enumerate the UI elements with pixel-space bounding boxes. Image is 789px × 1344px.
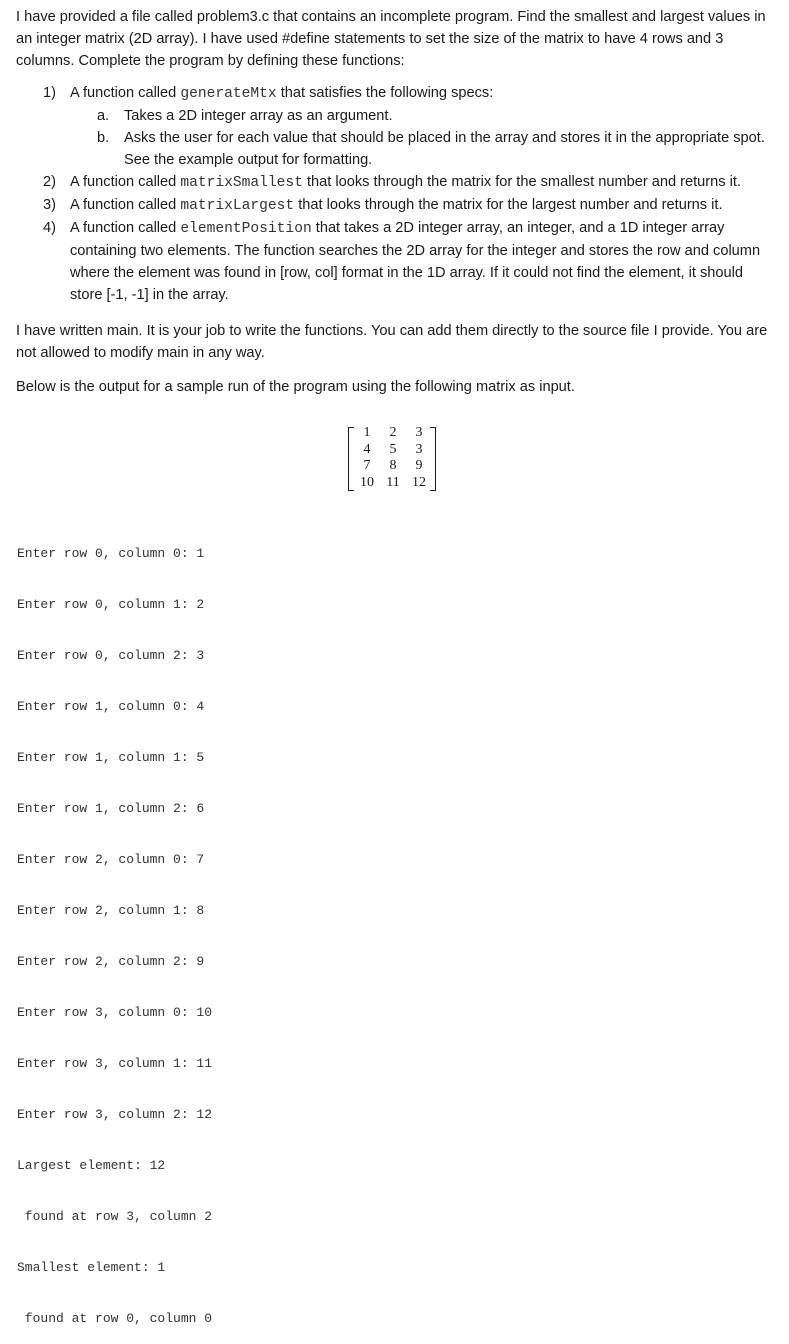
matrix-cell: 12	[412, 474, 426, 490]
item-number: 2)	[43, 174, 56, 190]
console-line: Enter row 2, column 1: 8	[17, 903, 205, 918]
requirement-item-4	[16, 217, 776, 306]
requirement-item-3	[16, 194, 776, 217]
sub-requirements-list	[70, 105, 776, 171]
function-name-matrixlargest: matrixLargest	[180, 198, 295, 214]
console-line: Smallest element: 1	[17, 1260, 166, 1275]
console-line: Enter row 2, column 2: 9	[17, 954, 205, 969]
console-line: found at row 3, column 2	[17, 1209, 213, 1224]
console-line: Enter row 0, column 1: 2	[17, 597, 205, 612]
sub-item-letter: a.	[97, 108, 110, 124]
matrix-cell: 3	[415, 425, 423, 440]
console-line: Largest element: 12	[17, 1158, 166, 1173]
matrix-cell: 5	[389, 441, 397, 457]
input-matrix	[348, 425, 436, 493]
matrix-cell: 2	[389, 425, 397, 440]
console-line: Enter row 1, column 1: 5	[17, 750, 205, 765]
console-line: Enter row 2, column 0: 7	[17, 852, 205, 867]
function-name-generatemtx: generateMtx	[180, 86, 277, 102]
matrix-cell: 11	[386, 474, 400, 490]
sample-console-output	[17, 511, 212, 1344]
console-line: Enter row 0, column 2: 3	[17, 648, 205, 663]
item-text-post: that looks through the matrix for the smallest number and returns it.	[302, 174, 741, 190]
intro-paragraph: I have provided a file called problem3.c that contains an incomplete program. Find the smallest and largest values in an integer matrix (2D array). I have used #define statements to set the size of the matrix to have 4 rows and 3 columns. Complete the program by defining these functions:	[16, 9, 766, 69]
function-name-elementposition: elementPosition	[180, 221, 312, 237]
sample-note-paragraph: Below is the output for a sample run of the program using the following matrix as input.	[16, 379, 575, 395]
console-line: found at row 0, column 0	[17, 1311, 213, 1326]
console-line: Enter row 1, column 2: 6	[17, 801, 205, 816]
item-text-post: that looks through the matrix for the largest number and returns it.	[294, 197, 723, 213]
console-line: Enter row 0, column 0: 1	[17, 546, 205, 561]
sub-item-a	[70, 105, 776, 127]
sub-item-letter: b.	[97, 130, 110, 146]
console-line: Enter row 3, column 0: 10	[17, 1005, 213, 1020]
console-line: Enter row 3, column 1: 11	[17, 1056, 213, 1071]
item-text-pre: A function called	[70, 174, 181, 190]
main-note-paragraph: I have written main. It is your job to write the functions. You can add them directly to the source file I provide. You are not allowed to modify main in any way.	[16, 323, 768, 361]
matrix-cell: 4	[363, 441, 371, 457]
item-text-post: that satisfies the following specs:	[276, 85, 494, 101]
item-number: 4)	[43, 220, 56, 236]
matrix-cell: 10	[360, 474, 374, 490]
console-line: Enter row 3, column 2: 12	[17, 1107, 213, 1122]
function-requirements-list	[16, 82, 776, 306]
requirement-item-1	[16, 82, 776, 171]
item-text-pre: A function called	[70, 197, 181, 213]
item-text-pre: A function called	[70, 220, 181, 236]
matrix-cell: 8	[389, 458, 397, 473]
console-line: Enter row 1, column 0: 4	[17, 699, 205, 714]
matrix-cell: 1	[363, 425, 371, 440]
matrix-cell: 9	[415, 458, 423, 473]
item-number: 1)	[43, 85, 56, 101]
assignment-document	[16, 6, 776, 398]
item-text-post: that takes a 2D integer array, an integer, and a 1D integer array containing two elements. The function searches the 2D array for the integer and stores the row and column where the element was found in [row, col] format in the 1D array. If it could not find the element, it should store [-1, -1] in the array.	[70, 220, 761, 303]
sub-item-text: Asks the user for each value that should be placed in the array and stores it in the appropriate spot. See the example output for formatting.	[124, 130, 765, 168]
matrix-cell: 7	[363, 458, 371, 473]
item-text-pre: A function called	[70, 85, 181, 101]
matrix-grid	[354, 425, 432, 491]
matrix-cell: 3	[415, 441, 423, 457]
function-name-matrixsmallest: matrixSmallest	[180, 175, 303, 191]
matrix-right-bracket	[430, 427, 436, 491]
requirement-item-2	[16, 171, 776, 194]
sub-item-text: Takes a 2D integer array as an argument.	[124, 108, 393, 124]
item-number: 3)	[43, 197, 56, 213]
sub-item-b	[70, 127, 776, 171]
